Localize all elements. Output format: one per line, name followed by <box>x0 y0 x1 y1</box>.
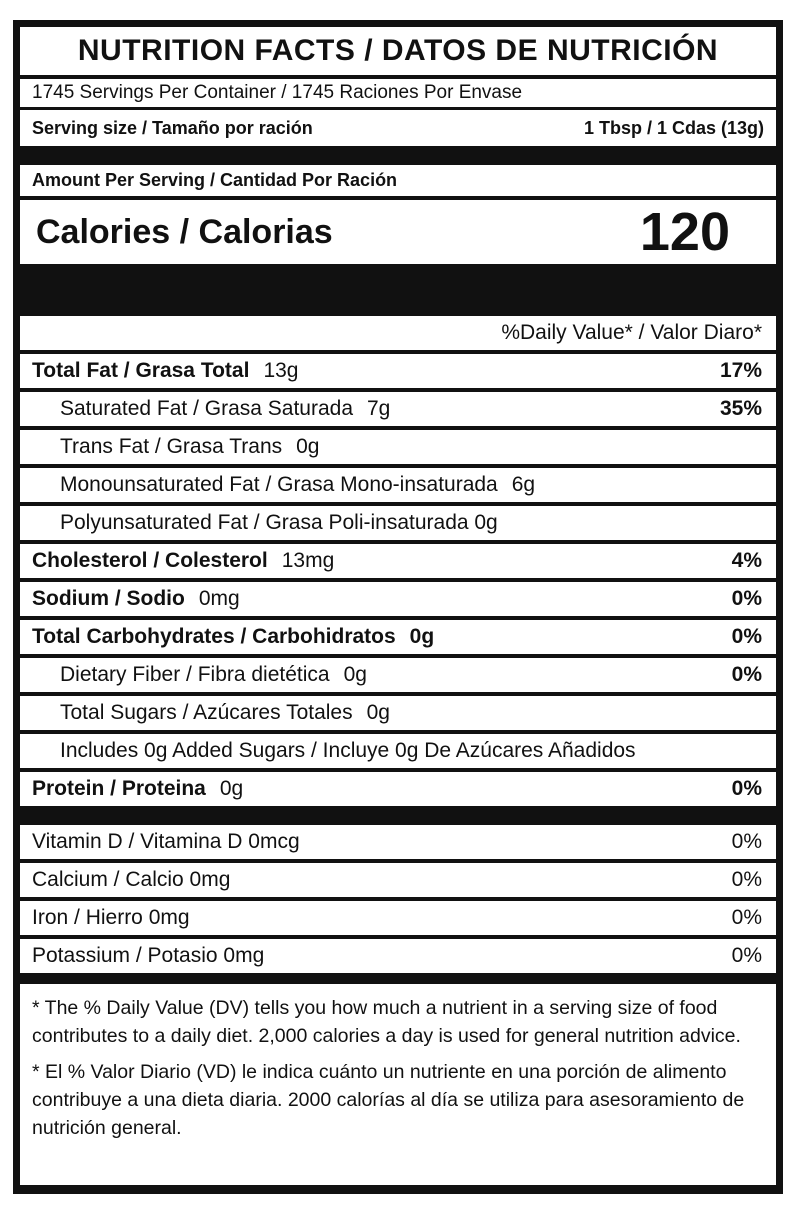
nutrient-row-saturated-fat <box>20 392 776 426</box>
nutrient-row-dietary-fiber <box>20 658 776 692</box>
vitamin-dv: 0% <box>731 868 762 891</box>
serving-size-value: 1 Tbsp / 1 Cdas (13g) <box>583 117 764 138</box>
nutrient-row-total-sugars <box>20 696 776 730</box>
footnote-box <box>20 984 776 1185</box>
nutrient-name: Saturated Fat / Grasa Saturada <box>60 397 353 420</box>
nutrient-name: Polyunsaturated Fat / Grasa Poli-insaturada 0g <box>60 511 498 534</box>
serving-size-row <box>20 110 776 146</box>
nutrient-amount: 0g <box>219 777 244 800</box>
vitamin-dv: 0% <box>731 944 762 967</box>
nutrient-row-total-fat <box>20 354 776 388</box>
vitamin-row-potassium <box>20 939 776 973</box>
nutrient-amount: 0g <box>296 435 320 458</box>
calories-row <box>20 200 776 264</box>
serving-size-label: Serving size / Tamaño por ración <box>32 117 313 138</box>
vitamin-name: Potassium / Potasio 0mg <box>32 944 265 967</box>
nutrient-dv: 17% <box>719 359 762 382</box>
servings-per-container: 1745 Servings Per Container / 1745 Raciones Por Envase <box>20 79 776 107</box>
nutrient-name: Protein / Proteina <box>32 777 206 800</box>
label-title: NUTRITION FACTS / DATOS DE NUTRICIÓN <box>20 27 776 75</box>
nutrient-amount: 6g <box>511 473 536 496</box>
nutrient-row-cholesterol <box>20 544 776 578</box>
nutrient-amount: 7g <box>367 397 391 420</box>
nutrient-name: Sodium / Sodio <box>32 587 185 610</box>
vitamin-row-vitamin-d <box>20 825 776 859</box>
nutrient-dv: 35% <box>719 397 762 420</box>
nutrient-row-monounsaturated-fat <box>20 468 776 502</box>
vitamin-dv: 0% <box>731 830 762 853</box>
nutrition-label <box>13 20 783 1194</box>
footnote-english: * The % Daily Value (DV) tells you how much a nutrient in a serving size of food contributes to a daily diet. 2,000 calories a day is used for general nutrition advice. <box>32 997 741 1047</box>
nutrient-row-protein <box>20 772 776 806</box>
nutrient-name: Total Fat / Grasa Total <box>32 359 250 382</box>
nutrient-name: Trans Fat / Grasa Trans <box>60 435 283 458</box>
nutrient-name: Cholesterol / Colesterol <box>32 549 268 572</box>
nutrient-amount: 0g <box>366 701 390 724</box>
nutrient-amount: 0g <box>343 663 367 686</box>
nutrient-name: Monounsaturated Fat / Grasa Mono-insaturada <box>60 473 498 496</box>
nutrient-amount: 13g <box>263 359 299 382</box>
vitamin-name: Iron / Hierro 0mg <box>32 906 190 929</box>
nutrient-name: Includes 0g Added Sugars / Incluye 0g De Azúcares Añadidos <box>60 739 636 762</box>
daily-value-header: %Daily Value* / Valor Diaro* <box>20 316 776 350</box>
nutrient-dv: 0% <box>731 777 762 800</box>
vitamin-dv: 0% <box>731 906 762 929</box>
calories-value: 120 <box>639 202 730 262</box>
nutrient-row-sodium <box>20 582 776 616</box>
vitamin-name: Vitamin D / Vitamina D 0mcg <box>32 830 300 853</box>
nutrient-dv: 0% <box>731 625 762 648</box>
vitamin-row-iron <box>20 901 776 935</box>
calories-label: Calories / Calorias <box>36 212 333 251</box>
nutrient-row-polyunsaturated-fat <box>20 506 776 540</box>
nutrient-name: Dietary Fiber / Fibra dietética <box>60 663 330 686</box>
nutrient-amount: 13mg <box>281 549 335 572</box>
vitamin-row-calcium <box>20 863 776 897</box>
footnote-spanish: * El % Valor Diario (VD) le indica cuánto un nutriente en una porción de alimento contribuye a una dieta diaria. 2000 calorías al día se utiliza para asesoramiento de nutrición general. <box>32 1061 745 1139</box>
nutrient-amount: 0mg <box>198 587 240 610</box>
nutrient-row-added-sugars <box>20 734 776 768</box>
nutrient-row-trans-fat <box>20 430 776 464</box>
nutrient-row-total-carbohydrates <box>20 620 776 654</box>
nutrient-dv: 4% <box>731 549 762 572</box>
nutrient-dv: 0% <box>731 663 762 686</box>
vitamin-name: Calcium / Calcio 0mg <box>32 868 231 891</box>
nutrient-name: Total Carbohydrates / Carbohidratos <box>32 625 396 648</box>
nutrient-amount: 0g <box>409 625 435 648</box>
nutrient-name: Total Sugars / Azúcares Totales <box>60 701 353 724</box>
amount-per-serving: Amount Per Serving / Cantidad Por Ración <box>20 165 776 196</box>
nutrient-dv: 0% <box>731 587 762 610</box>
